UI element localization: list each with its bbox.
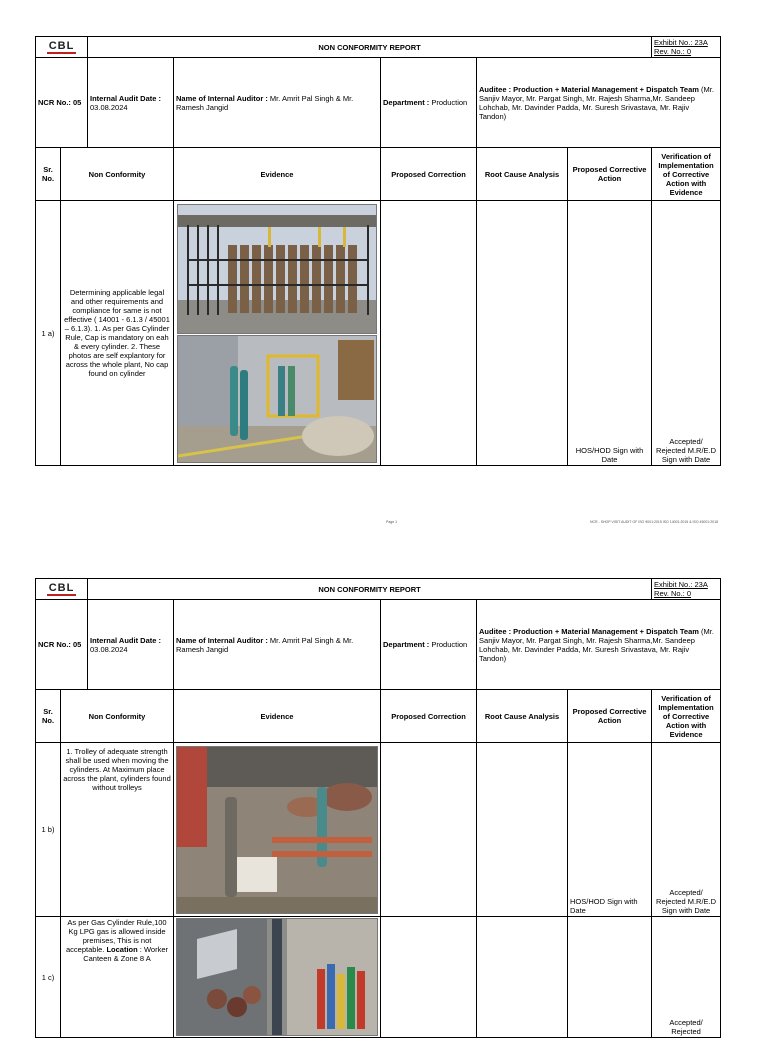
col-corrective: Proposed Corrective Action (568, 148, 652, 201)
evidence-photo-lpg-cylinders (176, 918, 378, 1036)
ncr-page-1 (35, 36, 720, 466)
evidence-cell (174, 201, 381, 466)
col-corrective: Proposed Corrective Action (568, 690, 652, 743)
company-logo: CBL (36, 37, 88, 58)
col-evidence: Evidence (174, 148, 381, 201)
col-rca: Root Cause Analysis (477, 690, 568, 743)
row-rca (477, 917, 568, 1038)
row-nc: Determining applicable legal and other requirements and compliance for same is not effective ( 14001 - 6.1.3 / 45001 – 6.1.3). 1. As per Gas Cylinder Rule, Cap is mandatory on eah & every cylinder. 2. These photos are self explantory for across the whole plant, No cap found on cylinder (61, 201, 174, 466)
table-row (36, 201, 721, 466)
department: Department : Production (381, 58, 477, 148)
col-nc: Non Conformity (61, 148, 174, 201)
ncr-page-2 (35, 578, 720, 1038)
col-sr: Sr. No. (36, 690, 61, 743)
evidence-photo-cylinders-without-trolley (176, 746, 378, 914)
ncr-table (35, 578, 721, 1038)
row-nc: 1. Trolley of adequate strength shall be used when moving the cylinders. At Maximum place across the plant, cylinders found without trolleys (61, 743, 174, 917)
report-title: NON CONFORMITY REPORT (88, 579, 652, 600)
col-correction: Proposed Correction (381, 690, 477, 743)
col-rca: Root Cause Analysis (477, 148, 568, 201)
col-sr: Sr. No. (36, 148, 61, 201)
col-evidence: Evidence (174, 690, 381, 743)
table-row (36, 743, 721, 917)
row-correction (381, 917, 477, 1038)
evidence-cell (174, 917, 381, 1038)
row-corrective-sign: HOS/HOD Sign with Date (568, 201, 652, 466)
auditee: Auditee : Production + Material Management + Dispatch Team (Mr. Sanjiv Mayor, Mr. Pargat Singh, Mr. Rajesh Sharma,Mr. Sandeep Lohchab, Mr. Davinder Padda, Mr. Suresh Srivastava, Mr. Rajiv Tandon) (477, 58, 721, 148)
row-sr: 1 a) (36, 201, 61, 466)
col-nc: Non Conformity (61, 690, 174, 743)
row-correction (381, 743, 477, 917)
row-nc: As per Gas Cylinder Rule,100 Kg LPG gas is allowed inside premises, This is not acceptable. Location : Worker Canteen & Zone 8 A (61, 917, 174, 1038)
auditor-name: Name of Internal Auditor : Mr. Amrit Pal Singh & Mr. Ramesh Jangid (174, 58, 381, 148)
row-verification-sign: Accepted/ Rejected M.R/E.D Sign with Date (652, 743, 721, 917)
table-row (36, 917, 721, 1038)
audit-date: Internal Audit Date : 03.08.2024 (88, 600, 174, 690)
ncr-number: NCR No.: 05 (36, 58, 88, 148)
company-logo: CBL (36, 579, 88, 600)
page-number: Page 1 (386, 520, 398, 524)
col-correction: Proposed Correction (381, 148, 477, 201)
exhibit-info: Exhibit No.: 23A Rev. No.: 0 (652, 37, 721, 58)
row-sr: 1 c) (36, 917, 61, 1038)
row-corrective-sign (568, 917, 652, 1038)
audit-date: Internal Audit Date : 03.08.2024 (88, 58, 174, 148)
footer-note: NCR - SHOP VISIT AUDIT OF ISO 9001:2015 ISO 14001:2015 & ISO 45001:2018 (590, 520, 719, 524)
row-corrective-sign: HOS/HOD Sign with Date (568, 743, 652, 917)
report-title: NON CONFORMITY REPORT (88, 37, 652, 58)
row-correction (381, 201, 477, 466)
col-verification: Verification of Implementation of Corrective Action with Evidence (652, 690, 721, 743)
department: Department : Production (381, 600, 477, 690)
evidence-photo-cylinder-rack (177, 204, 377, 334)
row-rca (477, 201, 568, 466)
col-verification: Verification of Implementation of Corrective Action with Evidence (652, 148, 721, 201)
exhibit-info: Exhibit No.: 23A Rev. No.: 0 (652, 579, 721, 600)
row-rca (477, 743, 568, 917)
ncr-table (35, 36, 721, 466)
evidence-photo-cylinders-floor (177, 335, 377, 463)
ncr-number: NCR No.: 05 (36, 600, 88, 690)
row-verification-sign: Accepted/ Rejected M.R/E.D Sign with Date (652, 201, 721, 466)
row-verification-sign: Accepted/ Rejected (652, 917, 721, 1038)
evidence-cell (174, 743, 381, 917)
auditee: Auditee : Production + Material Management + Dispatch Team (Mr. Sanjiv Mayor, Mr. Pargat Singh, Mr. Rajesh Sharma,Mr. Sandeep Lohchab, Mr. Davinder Padda, Mr. Suresh Srivastava, Mr. Rajiv Tandon) (477, 600, 721, 690)
auditor-name: Name of Internal Auditor : Mr. Amrit Pal Singh & Mr. Ramesh Jangid (174, 600, 381, 690)
row-sr: 1 b) (36, 743, 61, 917)
